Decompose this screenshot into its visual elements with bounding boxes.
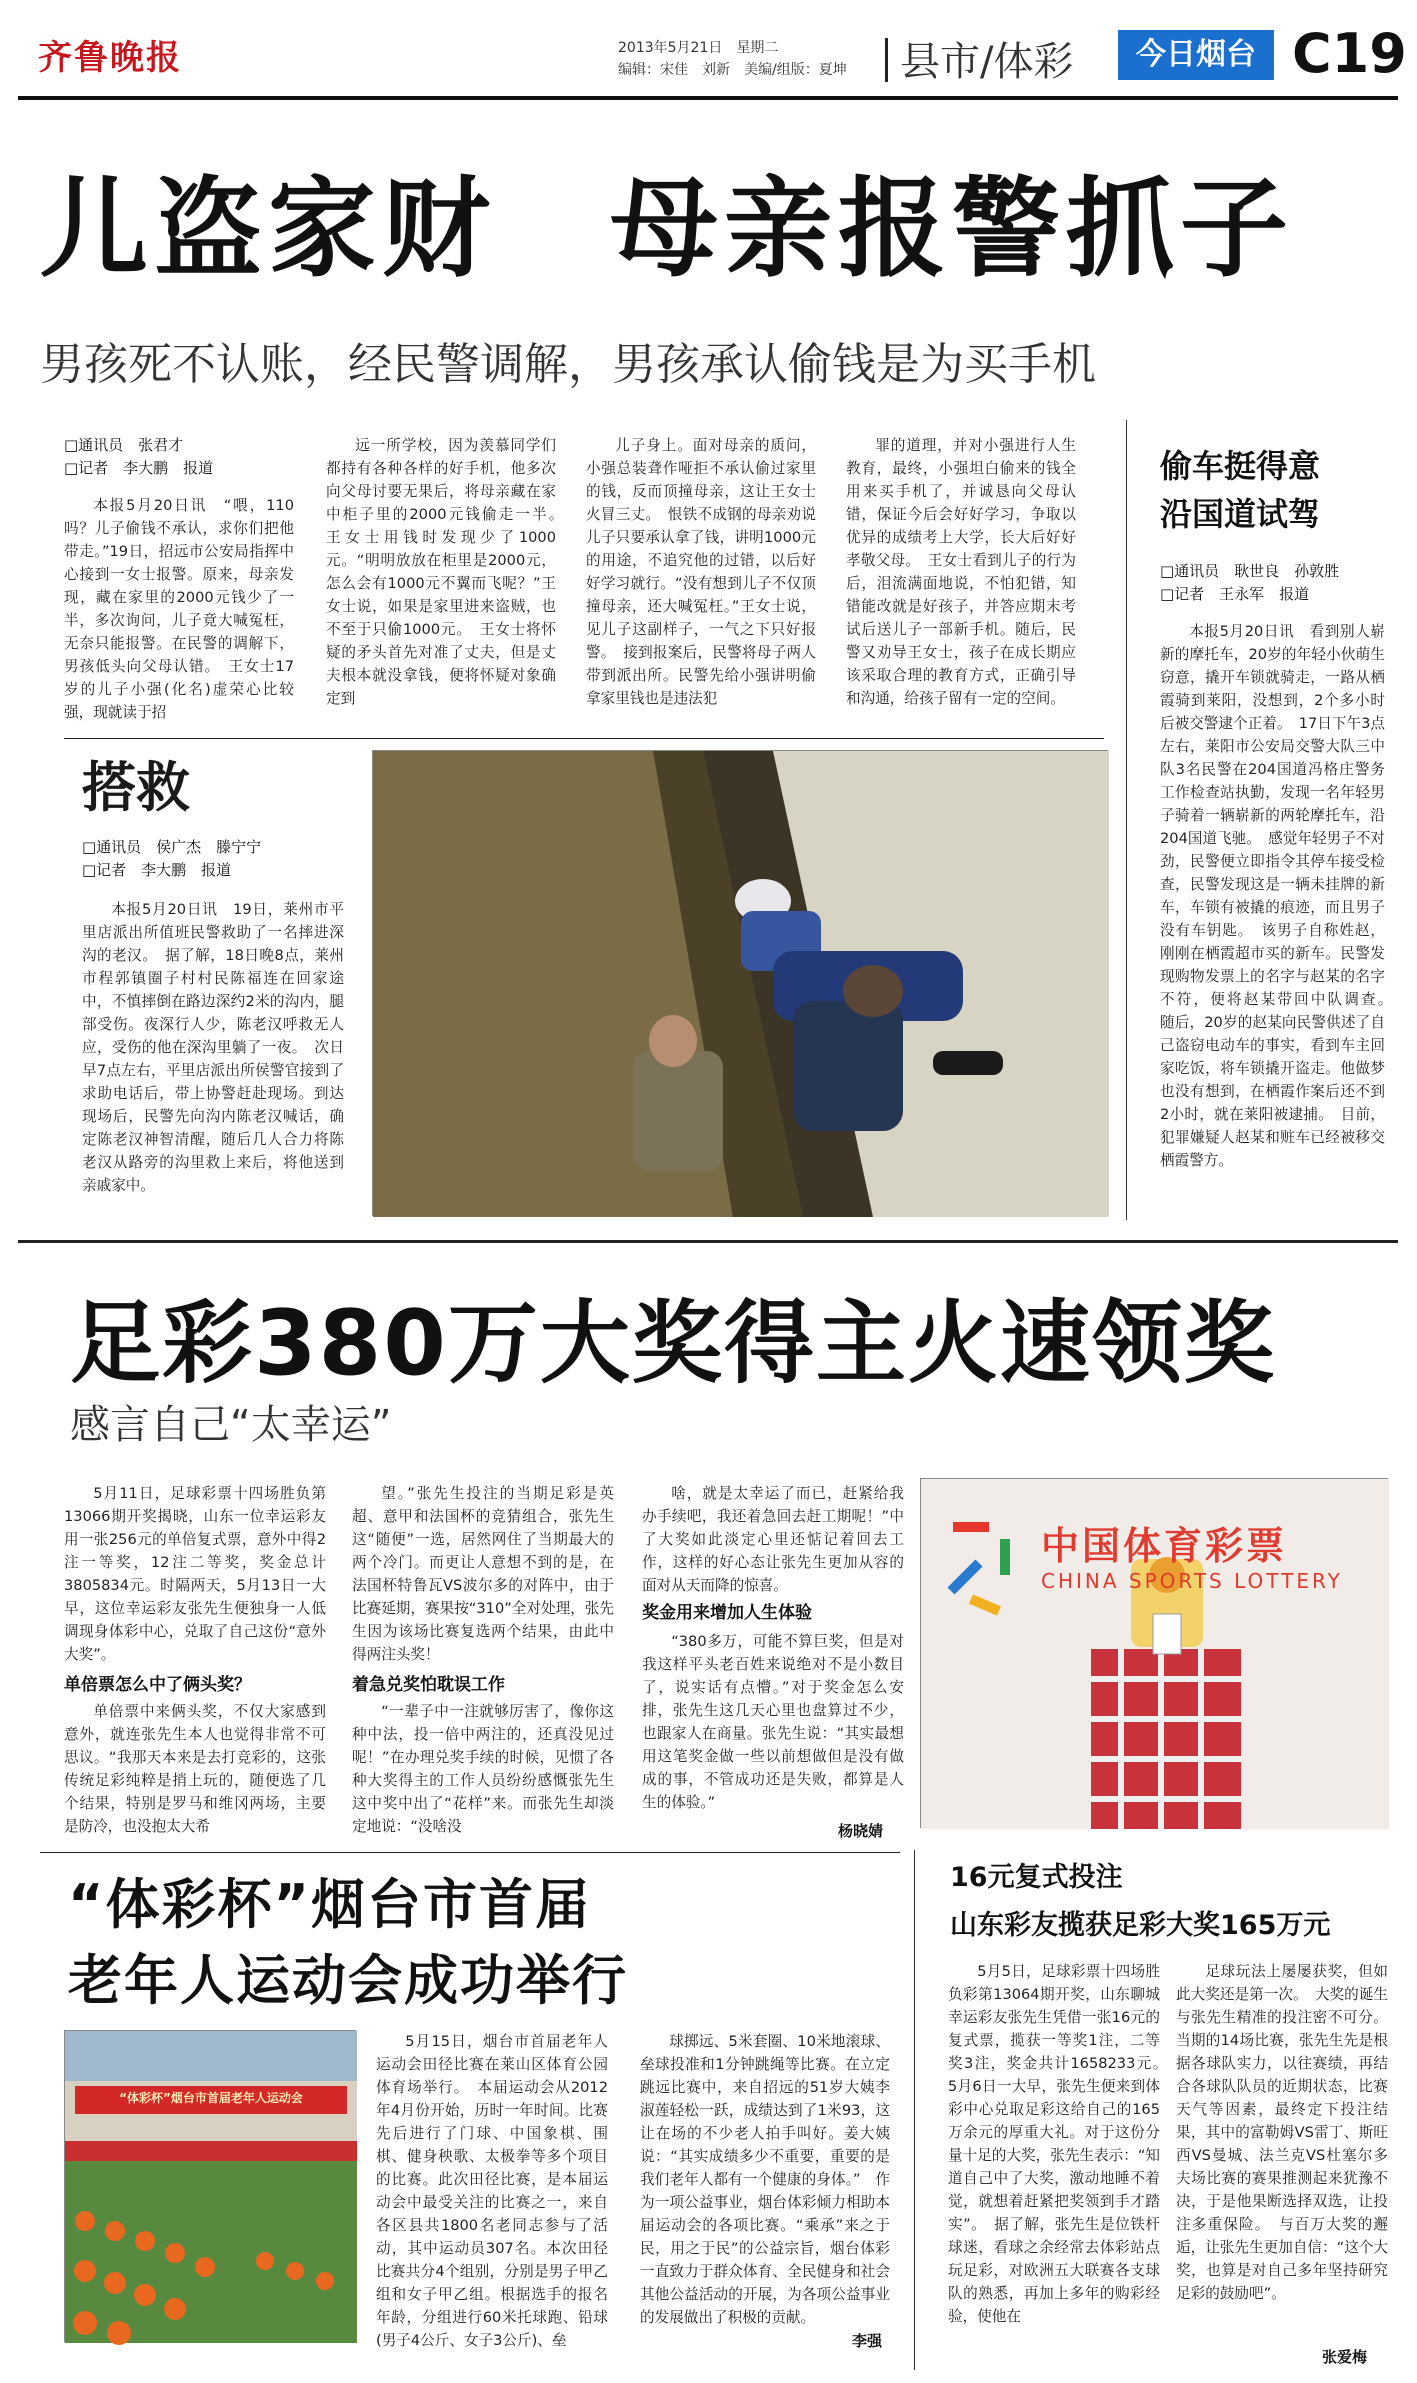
rescue-headline: 搭救	[82, 756, 190, 819]
lottery-col1-intro: 5月11日，足球彩票十四场胜负第13066期开奖揭晓，山东一位幸运彩友用一张256元的单倍复式票，意外中得2注一等奖，12注二等奖，奖金总计3805834元。时隔两天，5月13日一大早，这位幸运彩友张先生便独身一人低调现身体彩中心，兑取了自己这份“意外大奖”。	[64, 1485, 326, 1663]
lottery-col3-body: “380多万，可能不算巨奖，但是对我这样平头老百姓来说绝对不是小数目了，说实话有点懵。”对于奖金怎么安排，张先生这几天心里也盘算过不少，也跟家人在商量。张先生说：“其实最想用这笔奖金做一些以前想做但是没有做成的事，不管成功还是失败，都算是人生的体验。”	[642, 1633, 904, 1811]
rescue-rule	[64, 738, 1104, 739]
lottery-col3-intro: 啥，就是太幸运了而已，赶紧给我办手续吧，我还着急回去赶工期呢！”中了大奖如此淡定心里还惦记着回去工作，这样的好心态让张先生更加从容的面对从天而降的惊喜。	[642, 1485, 904, 1594]
editor-credits: 编辑：宋佳 刘新 美编/组版：夏坤	[618, 62, 847, 78]
sixteen-headline-2: 山东彩友揽获足彩大奖165万元	[950, 1910, 1331, 1941]
lottery-subhead: 感言自己“太幸运”	[70, 1402, 392, 1448]
side-byline-reporter: □记者 王永军 报道	[1160, 585, 1310, 603]
sixteen-headline-1: 16元复式投注	[950, 1862, 1123, 1893]
lead-column-2: 远一所学校，因为羡慕同学们都持有各种各样的好手机，他多次向父母讨要无果后，将母亲藏在家中柜子里的2000元钱偷走一半。 王女士用钱时发现少了1000元。“明明放放在柜里是2000元，怎么会有1000元不翼而飞呢？”王女士说，如果是家里进来盗贼，也不至于只偷1000元。 王女士将怀疑的矛头首先对准了丈夫，但是丈夫根本就没拿钱，便将怀疑对象确定到	[326, 437, 571, 707]
lottery-headline: 足彩380万大奖得主火速领奖	[70, 1291, 1276, 1396]
lottery-subtitle-1: 单倍票怎么中了俩头奖？	[64, 1675, 251, 1695]
games-headline-2: 老年人运动会成功举行	[68, 1949, 628, 2012]
header-divider	[885, 38, 888, 82]
lead-byline-correspondent: □通讯员 张君才	[64, 436, 184, 454]
rescue-byline-reporter: □记者 李大鹏 报道	[82, 861, 232, 879]
side-headline-2: 沿国道试驾	[1160, 495, 1321, 533]
lead-subhead: 男孩死不认账，经民警调解，男孩承认偷钱是为买手机	[40, 339, 1096, 390]
games-column-2: 球掷远、5米套圈、10米地滚球、垒球投准和1分钟跳绳等比赛。在立定跳远比赛中，来自招远的51岁大姨李淑莲轻松一跃，成绩达到了1米93，这让在场的不少老人拍手叫好。姜大姨说：“其实成绩多少不重要，重要的是我们老年人都有一个健康的身体。” 作为一项公益事业，烟台体彩倾力相助本届运动会的各项比赛。“乘承”来之于民，用之于民”的公益宗旨，烟台体彩一直致力于群众体育、全民健身和社会其他公益活动的开展，为各项公益事业的发展做出了积极的贡献。	[640, 2033, 890, 2326]
section-tag: 今日烟台	[1118, 30, 1274, 80]
lottery-col1-body: 单倍票中来俩头奖，不仅大家感到意外，就连张先生本人也觉得非常不可思议。“我那天本来是去打竞彩的，这张传统足彩纯粹是捎上玩的，随便选了几个结果，特别是罗马和维冈两场，主要是防冷，也没抱太大希	[64, 1703, 326, 1835]
games-photo-image	[65, 2031, 357, 2343]
lottery-col2-intro: 望。”张先生投注的当期足彩是英超、意甲和法国杯的竞猜组合，张先生这“随便”一选，居然网住了当期最大的两个冷门。而更让人意想不到的是，在法国杯特鲁瓦VS波尔多的对阵中，由于比赛延期，赛果按“310”全对处理，张先生因为该场比赛复选两个结果，由此中得两注头奖！	[352, 1485, 614, 1663]
issue-date: 2013年5月21日 星期二	[618, 40, 779, 56]
lottery-col2-body: “一辈子中一注就够厉害了，像你这种中法，投一倍中两注的，还真没见过呢！”在办理兑奖手续的时候，见惯了各种大奖得主的工作人员纷纷感慨张先生这中奖中出了“花样”来。而张先生却淡定地说：“没啥没	[352, 1703, 614, 1835]
side-headline-1: 偷车挺得意	[1160, 447, 1321, 485]
lottery-top-rule	[18, 1240, 1398, 1243]
games-headline-1: “体彩杯”烟台市首届	[68, 1873, 591, 1936]
sixteen-column-1: 5月5日，足球彩票十四场胜负彩第13064期开奖，山东聊城幸运彩友张先生凭借一张16元的复式票，揽获一等奖1注，二等奖3注，奖金共计1658233元。 5月6日一大早，张先生便来到体彩中心兑取足彩这给自己的165万余元的厚重大礼。对于这份分量十足的大奖，张先生表示：“知道自己中了大奖，激动地睡不着觉，就想着赶紧把奖领到手才踏实”。 据了解，张先生是位铁杆球迷，看球之余经常去体彩站点玩足彩，对欧洲五大联赛各支球队的熟悉，再加上多年的购彩经验，使他在	[948, 1963, 1175, 2325]
games-photo	[64, 2030, 356, 2342]
lead-headline: 儿盗家财 母亲报警抓子	[40, 167, 1295, 292]
lottery-subtitle-3: 奖金用来增加人生体验	[642, 1603, 812, 1623]
rescue-photo-image	[373, 751, 1109, 1217]
rescue-photo	[372, 750, 1108, 1216]
rescue-byline-correspondent: □通讯员 侯广杰 滕宁宁	[82, 838, 262, 856]
lottery-author: 杨晓婧	[838, 1822, 884, 1840]
photo-banner-cn: 中国体育彩票	[1041, 1524, 1288, 1568]
lottery-subtitle-2: 着急兑奖怕耽误工作	[352, 1675, 505, 1695]
photo-banner-en: CHINA SPORTS LOTTERY	[1041, 1569, 1343, 1593]
games-photo-banner: “体彩杯”烟台市首届老年人运动会	[119, 2091, 303, 2105]
section-name: 县市/体彩	[900, 39, 1074, 85]
lead-column-1: 本报5月20日讯 “喂，110吗？儿子偷钱不承认，求你们把他带走。”19日，招远市公安局指挥中心接到一女士报警。原来，母亲发现，藏在家里的2000元钱少了一半，多次询问，儿子竟大喊冤枉，无奈只能报警。在民警的调解下，男孩低头向父母认错。 王女士17岁的儿子小强(化名)虚荣心比较强，现就读于招	[64, 497, 294, 721]
sixteen-column-2: 足球玩法上屡屡获奖，但如此大奖还是第一次。 大奖的诞生与张先生精准的投注密不可分。当期的14场比赛，张先生先是根据各球队实力，以往赛绩，再结合各球队队员的近期状态，比赛天气等因素，最终定下投注结果，其中的富勒姆VS雷丁、斯旺西VS曼城、法兰克VS杜塞尔多夫场比赛的赛果推测起来犹豫不决，于是他果断选择双选，让投注多重保险。 与百万大奖的邂逅，让张先生更加自信：“这个大奖，也算是对自己多年坚持研究足彩的鼓励吧”。	[1176, 1963, 1388, 2302]
games-rule	[40, 1852, 900, 1853]
sixteen-divider	[914, 1850, 915, 2370]
sixteen-author: 张爱梅	[1322, 2348, 1368, 2366]
lead-column-3: 儿子身上。面对母亲的质问，小强总装聋作哑拒不承认偷过家里的钱，反而顶撞母亲，这让王女士火冒三丈。 恨铁不成钢的母亲劝说儿子只要承认拿了钱，讲明1000元的用途，不追究他的过错，以后好好学习就行。“没有想到儿子不仅顶撞母亲，还大喊冤枉。”王女士说，见儿子这副样子，一气之下只好报警。 接到报案后，民警将母子两人带到派出所。民警先给小强讲明偷拿家里钱也是违法犯	[586, 437, 816, 707]
page-number: C19	[1292, 22, 1407, 85]
newspaper-logo: 齐鲁晚报	[38, 38, 182, 78]
lead-column-4: 罪的道理，并对小强进行人生教育，最终，小强坦白偷来的钱全用来买手机了，并诚恳向父母认错，保证今后会好好学习，争取以优异的成绩考上大学，长大后好好孝敬父母。 王女士看到儿子的行为后，泪流满面地说，不怕犯错，知错能改就是好孩子，并答应期末考试后送儿子一部新手机。随后，民警又劝导王女士，孩子在成长期应该采取合理的教育方式，正确引导和沟通，给孩子留有一定的空间。	[846, 437, 1076, 707]
side-byline-correspondent: □通讯员 耿世良 孙敦胜	[1160, 562, 1340, 580]
games-column-1: 5月15日，烟台市首届老年人运动会田径比赛在莱山区体育公园体育场举行。 本届运动会从2012年4月份开始，历时一年时间。比赛先后进行了门球、中国象棋、围棋、健身秧歌、太极拳等多个项目的比赛。此次田径比赛，是本届运动会中最受关注的比赛之一，来自各区县共1800名老同志参与了活动，其中运动员307名。本次田径比赛共分4个组别，分别是男子甲乙组和女子甲乙组。根据选手的报名年龄，分组进行60米托球跑、铅球(男子4公斤、女子3公斤)、垒	[376, 2033, 608, 2349]
lead-byline-reporter: □记者 李大鹏 报道	[64, 459, 214, 477]
header-rule	[18, 96, 1398, 100]
rescue-body: 本报5月20日讯 19日，莱州市平里店派出所值班民警救助了一名摔进深沟的老汉。 据了解，18日晚8点，莱州市程郭镇圈子村村民陈福连在回家途中，不慎摔倒在路边深约2米的沟内，腿部受伤。夜深行人少，陈老汉呼救无人应，受伤的他在深沟里躺了一夜。 次日早7点左右，平里店派出所侯警官接到了求助电话后，带上协警赶赴现场。到达现场后，民警先向沟内陈老汉喊话，确定陈老汉神智清醒，随后几人合力将陈老汉从路旁的沟里救上来后，将他送到亲戚家中。	[82, 901, 344, 1194]
side-divider	[1126, 420, 1127, 1220]
side-body: 本报5月20日讯 看到别人崭新的摩托车，20岁的年轻小伙萌生窃意，撬开车锁就骑走，一路从栖霞骑到莱阳，没想到，2个多小时后被交警逮个正着。 17日下午3点左右，莱阳市公安局交警大队三中队3名民警在204国道冯格庄警务工作检查站执勤，发现一名年轻男子骑着一辆崭新的两轮摩托车，沿204国道飞驰。 感觉年轻男子不对劲，民警便立即指令其停车接受检查，民警发现这是一辆未挂牌的新车，车锁有被撬的痕迹，而且男子没有车钥匙。 该男子自称姓赵，刚刚在栖霞超市买的新车。民警发现购物发票上的名字与赵某的名字不符，便将赵某带回中队调查。 随后，20岁的赵某向民警供述了自己盗窃电动车的事实，看到车主回家吃饭，将车锁撬开盗走。他做梦也没有想到，在栖霞作案后还不到2小时，就在莱阳被逮捕。 目前，犯罪嫌疑人赵某和赃车已经被移交栖霞警方。	[1160, 623, 1400, 1169]
lottery-photo	[920, 1478, 1388, 1828]
games-author: 李强	[852, 2332, 883, 2350]
